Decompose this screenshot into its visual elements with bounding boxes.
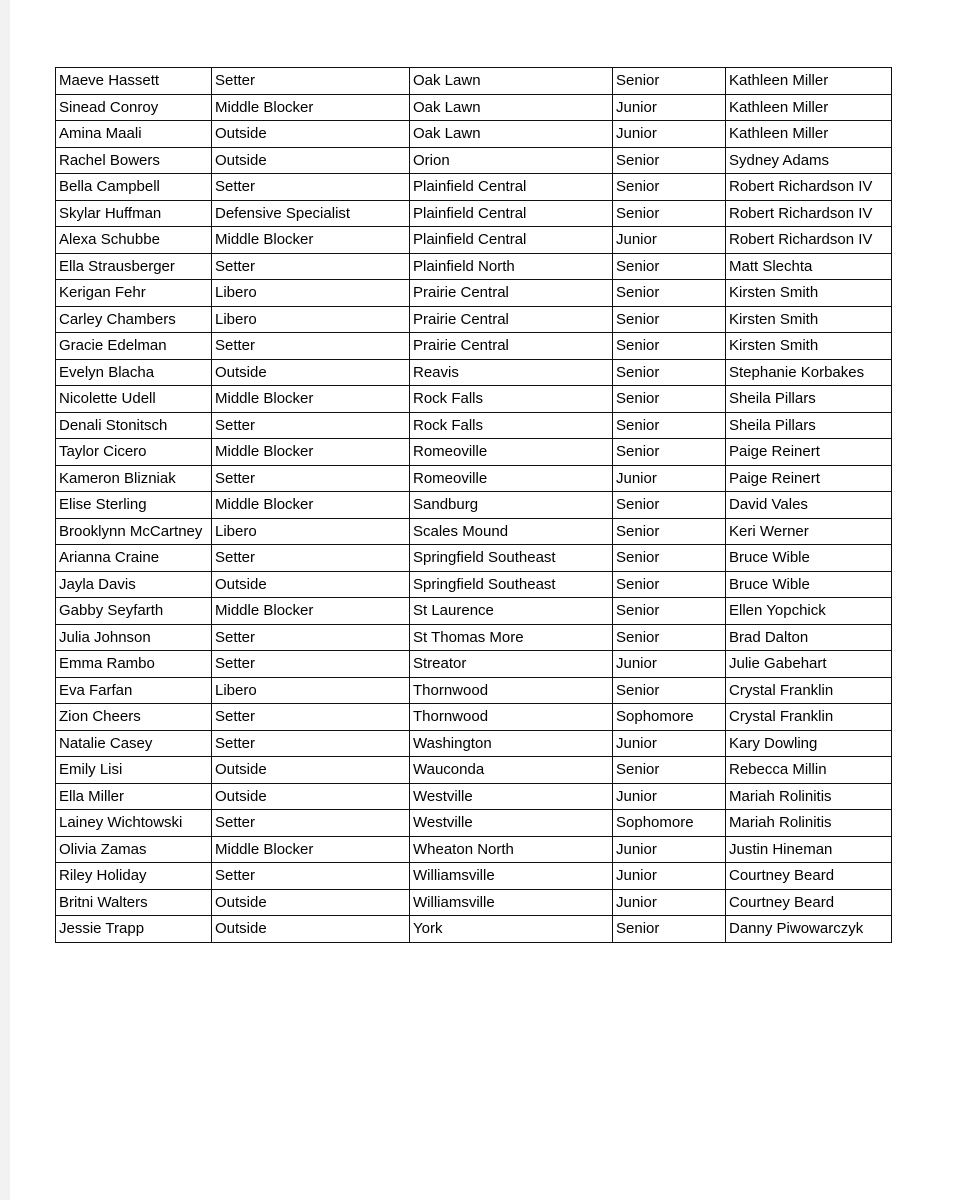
school-cell: Thornwood [410, 677, 613, 704]
table-row [56, 677, 892, 704]
school-cell: Wheaton North [410, 836, 613, 863]
position-cell: Outside [212, 147, 410, 174]
year-cell: Senior [613, 386, 726, 413]
player-cell: Sinead Conroy [56, 94, 212, 121]
coach-cell: Keri Werner [726, 518, 892, 545]
player-cell: Zion Cheers [56, 704, 212, 731]
coach-cell: Kary Dowling [726, 730, 892, 757]
school-cell: Westville [410, 783, 613, 810]
coach-cell: Sheila Pillars [726, 386, 892, 413]
school-cell: Plainfield Central [410, 174, 613, 201]
position-cell: Outside [212, 571, 410, 598]
table-row [56, 651, 892, 678]
player-cell: Kameron Blizniak [56, 465, 212, 492]
coach-cell: Courtney Beard [726, 863, 892, 890]
year-cell: Senior [613, 412, 726, 439]
year-cell: Senior [613, 518, 726, 545]
coach-cell: Robert Richardson IV [726, 174, 892, 201]
player-cell: Jessie Trapp [56, 916, 212, 943]
position-cell: Setter [212, 68, 410, 95]
position-cell: Middle Blocker [212, 836, 410, 863]
coach-cell: Danny Piwowarczyk [726, 916, 892, 943]
player-cell: Eva Farfan [56, 677, 212, 704]
table-row [56, 412, 892, 439]
coach-cell: Julie Gabehart [726, 651, 892, 678]
coach-cell: Stephanie Korbakes [726, 359, 892, 386]
year-cell: Senior [613, 624, 726, 651]
year-cell: Junior [613, 227, 726, 254]
table-row [56, 889, 892, 916]
player-cell: Rachel Bowers [56, 147, 212, 174]
player-cell: Arianna Craine [56, 545, 212, 572]
school-cell: Plainfield Central [410, 227, 613, 254]
coach-cell: Kathleen Miller [726, 68, 892, 95]
year-cell: Senior [613, 359, 726, 386]
school-cell: Oak Lawn [410, 94, 613, 121]
year-cell: Senior [613, 545, 726, 572]
table-row [56, 439, 892, 466]
player-cell: Emma Rambo [56, 651, 212, 678]
table-row [56, 200, 892, 227]
year-cell: Senior [613, 253, 726, 280]
player-cell: Gabby Seyfarth [56, 598, 212, 625]
player-cell: Natalie Casey [56, 730, 212, 757]
table-row [56, 916, 892, 943]
coach-cell: Kathleen Miller [726, 94, 892, 121]
coach-cell: Justin Hineman [726, 836, 892, 863]
table-row [56, 253, 892, 280]
year-cell: Junior [613, 836, 726, 863]
school-cell: Romeoville [410, 465, 613, 492]
player-cell: Jayla Davis [56, 571, 212, 598]
school-cell: Prairie Central [410, 306, 613, 333]
player-cell: Ella Miller [56, 783, 212, 810]
player-cell: Kerigan Fehr [56, 280, 212, 307]
coach-cell: Ellen Yopchick [726, 598, 892, 625]
player-cell: Amina Maali [56, 121, 212, 148]
player-cell: Gracie Edelman [56, 333, 212, 360]
table-row [56, 465, 892, 492]
school-cell: Plainfield North [410, 253, 613, 280]
coach-cell: Paige Reinert [726, 465, 892, 492]
school-cell: Reavis [410, 359, 613, 386]
player-cell: Carley Chambers [56, 306, 212, 333]
position-cell: Outside [212, 889, 410, 916]
school-cell: Romeoville [410, 439, 613, 466]
position-cell: Setter [212, 545, 410, 572]
table-row [56, 333, 892, 360]
coach-cell: Brad Dalton [726, 624, 892, 651]
player-cell: Lainey Wichtowski [56, 810, 212, 837]
player-cell: Skylar Huffman [56, 200, 212, 227]
school-cell: Plainfield Central [410, 200, 613, 227]
year-cell: Senior [613, 757, 726, 784]
position-cell: Outside [212, 757, 410, 784]
position-cell: Setter [212, 333, 410, 360]
table-row [56, 94, 892, 121]
player-cell: Denali Stonitsch [56, 412, 212, 439]
position-cell: Outside [212, 121, 410, 148]
year-cell: Senior [613, 280, 726, 307]
table-row [56, 386, 892, 413]
table-row [56, 121, 892, 148]
position-cell: Setter [212, 253, 410, 280]
coach-cell: David Vales [726, 492, 892, 519]
position-cell: Libero [212, 306, 410, 333]
year-cell: Junior [613, 730, 726, 757]
year-cell: Senior [613, 439, 726, 466]
year-cell: Senior [613, 492, 726, 519]
year-cell: Junior [613, 863, 726, 890]
coach-cell: Robert Richardson IV [726, 200, 892, 227]
table-row [56, 545, 892, 572]
player-cell: Ella Strausberger [56, 253, 212, 280]
school-cell: Sandburg [410, 492, 613, 519]
school-cell: Rock Falls [410, 386, 613, 413]
position-cell: Setter [212, 704, 410, 731]
table-row [56, 174, 892, 201]
table-row [56, 757, 892, 784]
player-cell: Taylor Cicero [56, 439, 212, 466]
year-cell: Junior [613, 783, 726, 810]
coach-cell: Sydney Adams [726, 147, 892, 174]
coach-cell: Bruce Wible [726, 571, 892, 598]
position-cell: Outside [212, 783, 410, 810]
player-cell: Bella Campbell [56, 174, 212, 201]
year-cell: Senior [613, 598, 726, 625]
position-cell: Middle Blocker [212, 492, 410, 519]
school-cell: Scales Mound [410, 518, 613, 545]
player-cell: Alexa Schubbe [56, 227, 212, 254]
player-cell: Emily Lisi [56, 757, 212, 784]
player-cell: Evelyn Blacha [56, 359, 212, 386]
coach-cell: Crystal Franklin [726, 704, 892, 731]
coach-cell: Kirsten Smith [726, 306, 892, 333]
year-cell: Sophomore [613, 704, 726, 731]
school-cell: St Laurence [410, 598, 613, 625]
player-cell: Britni Walters [56, 889, 212, 916]
coach-cell: Bruce Wible [726, 545, 892, 572]
table-row [56, 147, 892, 174]
school-cell: Rock Falls [410, 412, 613, 439]
year-cell: Junior [613, 465, 726, 492]
coach-cell: Kathleen Miller [726, 121, 892, 148]
coach-cell: Rebecca Millin [726, 757, 892, 784]
school-cell: Streator [410, 651, 613, 678]
school-cell: Westville [410, 810, 613, 837]
year-cell: Senior [613, 306, 726, 333]
table-row [56, 280, 892, 307]
position-cell: Libero [212, 677, 410, 704]
coach-cell: Sheila Pillars [726, 412, 892, 439]
year-cell: Senior [613, 200, 726, 227]
school-cell: Springfield Southeast [410, 545, 613, 572]
player-cell: Brooklynn McCartney [56, 518, 212, 545]
table-row [56, 624, 892, 651]
year-cell: Senior [613, 68, 726, 95]
year-cell: Senior [613, 916, 726, 943]
table-row [56, 704, 892, 731]
position-cell: Middle Blocker [212, 94, 410, 121]
position-cell: Outside [212, 916, 410, 943]
table-row [56, 783, 892, 810]
position-cell: Middle Blocker [212, 227, 410, 254]
year-cell: Sophomore [613, 810, 726, 837]
coach-cell: Robert Richardson IV [726, 227, 892, 254]
table-row [56, 518, 892, 545]
table-row [56, 730, 892, 757]
year-cell: Senior [613, 677, 726, 704]
position-cell: Setter [212, 863, 410, 890]
player-cell: Olivia Zamas [56, 836, 212, 863]
table-row [56, 492, 892, 519]
coach-cell: Crystal Franklin [726, 677, 892, 704]
position-cell: Middle Blocker [212, 598, 410, 625]
school-cell: York [410, 916, 613, 943]
school-cell: Oak Lawn [410, 68, 613, 95]
table-row [56, 836, 892, 863]
position-cell: Defensive Specialist [212, 200, 410, 227]
position-cell: Outside [212, 359, 410, 386]
coach-cell: Paige Reinert [726, 439, 892, 466]
player-cell: Riley Holiday [56, 863, 212, 890]
school-cell: Williamsville [410, 863, 613, 890]
player-cell: Maeve Hassett [56, 68, 212, 95]
roster-table-body [56, 68, 892, 943]
table-row [56, 359, 892, 386]
table-row [56, 863, 892, 890]
school-cell: Williamsville [410, 889, 613, 916]
table-row [56, 306, 892, 333]
school-cell: Wauconda [410, 757, 613, 784]
roster-table [55, 67, 892, 943]
year-cell: Junior [613, 94, 726, 121]
year-cell: Senior [613, 571, 726, 598]
table-row [56, 227, 892, 254]
school-cell: Orion [410, 147, 613, 174]
coach-cell: Kirsten Smith [726, 280, 892, 307]
position-cell: Setter [212, 174, 410, 201]
position-cell: Middle Blocker [212, 439, 410, 466]
position-cell: Setter [212, 624, 410, 651]
school-cell: Prairie Central [410, 280, 613, 307]
coach-cell: Mariah Rolinitis [726, 810, 892, 837]
school-cell: Washington [410, 730, 613, 757]
year-cell: Senior [613, 147, 726, 174]
coach-cell: Mariah Rolinitis [726, 783, 892, 810]
coach-cell: Kirsten Smith [726, 333, 892, 360]
school-cell: Springfield Southeast [410, 571, 613, 598]
coach-cell: Matt Slechta [726, 253, 892, 280]
player-cell: Julia Johnson [56, 624, 212, 651]
school-cell: St Thomas More [410, 624, 613, 651]
school-cell: Thornwood [410, 704, 613, 731]
position-cell: Setter [212, 810, 410, 837]
position-cell: Setter [212, 730, 410, 757]
player-cell: Nicolette Udell [56, 386, 212, 413]
year-cell: Junior [613, 651, 726, 678]
position-cell: Libero [212, 280, 410, 307]
position-cell: Middle Blocker [212, 386, 410, 413]
position-cell: Setter [212, 412, 410, 439]
year-cell: Senior [613, 333, 726, 360]
table-row [56, 810, 892, 837]
year-cell: Junior [613, 121, 726, 148]
coach-cell: Courtney Beard [726, 889, 892, 916]
year-cell: Senior [613, 174, 726, 201]
position-cell: Setter [212, 651, 410, 678]
player-cell: Elise Sterling [56, 492, 212, 519]
year-cell: Junior [613, 889, 726, 916]
position-cell: Libero [212, 518, 410, 545]
document-page [10, 0, 956, 1200]
table-row [56, 571, 892, 598]
school-cell: Prairie Central [410, 333, 613, 360]
table-row [56, 598, 892, 625]
table-row [56, 68, 892, 95]
position-cell: Setter [212, 465, 410, 492]
school-cell: Oak Lawn [410, 121, 613, 148]
